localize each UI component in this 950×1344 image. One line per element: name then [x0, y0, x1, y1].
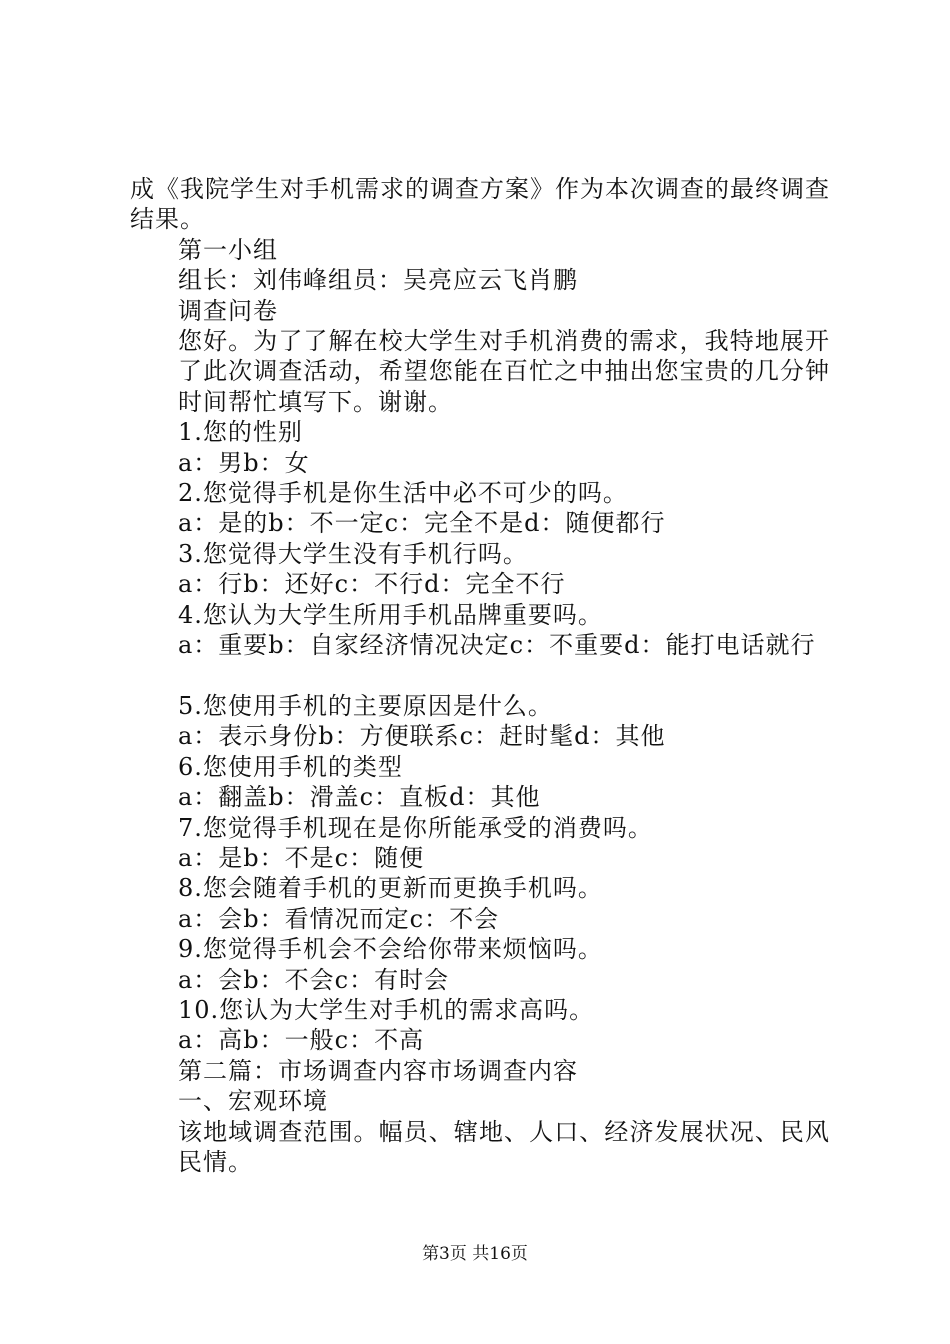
answer-options-10: a：高b：一般c：不高 — [178, 1026, 425, 1055]
document-body — [130, 174, 830, 1177]
question-10: 10.您认为大学生对手机的需求高吗。 — [178, 995, 595, 1024]
answer-options-5: a：表示身份b：方便联系c：赶时髦d：其他 — [178, 722, 666, 751]
answer-options-9: a：会b：不会c：有时会 — [178, 965, 450, 994]
question-9: 9.您觉得手机会不会给你带来烦恼吗。 — [178, 935, 603, 964]
question-3: 3.您觉得大学生没有手机行吗。 — [178, 539, 528, 568]
answer-options-8: a：会b：看情况而定c：不会 — [178, 904, 500, 933]
paragraph-macro-environment: 该地域调查范围。幅员、辖地、人口、经济发展状况、民风民情。 — [178, 1117, 830, 1176]
question-4: 4.您认为大学生所用手机品牌重要吗。 — [178, 600, 603, 629]
group-members: 组长：刘伟峰组员：吴亮应云飞肖鹏 — [178, 266, 578, 295]
answer-options-3: a：行b：还好c：不行d：完全不行 — [178, 570, 566, 599]
answer-options-6: a：翻盖b：滑盖c：直板d：其他 — [178, 783, 541, 812]
questionnaire-title: 调查问卷 — [178, 296, 278, 325]
answer-options-4: a：重要b：自家经济情况决定c：不重要d：能打电话就行 — [178, 631, 816, 660]
question-5: 5.您使用手机的主要原因是什么。 — [178, 691, 553, 720]
question-7: 7.您觉得手机现在是你所能承受的消费吗。 — [178, 813, 653, 842]
paragraph-conclusion: 成《我院学生对手机需求的调查方案》作为本次调查的最终调查结果。 — [130, 175, 830, 234]
question-1: 1.您的性别 — [178, 418, 303, 447]
page-footer: 第3页 共16页 — [422, 1244, 528, 1264]
blank-line — [130, 661, 830, 691]
subsection-heading: 一、宏观环境 — [178, 1087, 328, 1116]
group-name: 第一小组 — [178, 235, 278, 264]
question-8: 8.您会随着手机的更新而更换手机吗。 — [178, 874, 603, 903]
question-6: 6.您使用手机的类型 — [178, 752, 403, 781]
question-2: 2.您觉得手机是你生活中必不可少的吗。 — [178, 479, 628, 508]
questionnaire-intro: 您好。为了了解在校大学生对手机消费的需求，我特地展开了此次调查活动，希望您能在百忙之中抽出您宝贵的几分钟时间帮忙填写下。谢谢。 — [178, 327, 830, 416]
answer-options-2: a：是的b：不一定c：完全不是d：随便都行 — [178, 509, 666, 538]
section-heading: 第二篇：市场调查内容市场调查内容 — [178, 1056, 578, 1085]
answer-options-7: a：是b：不是c：随便 — [178, 843, 425, 872]
answer-options-1: a：男b：女 — [178, 448, 310, 477]
